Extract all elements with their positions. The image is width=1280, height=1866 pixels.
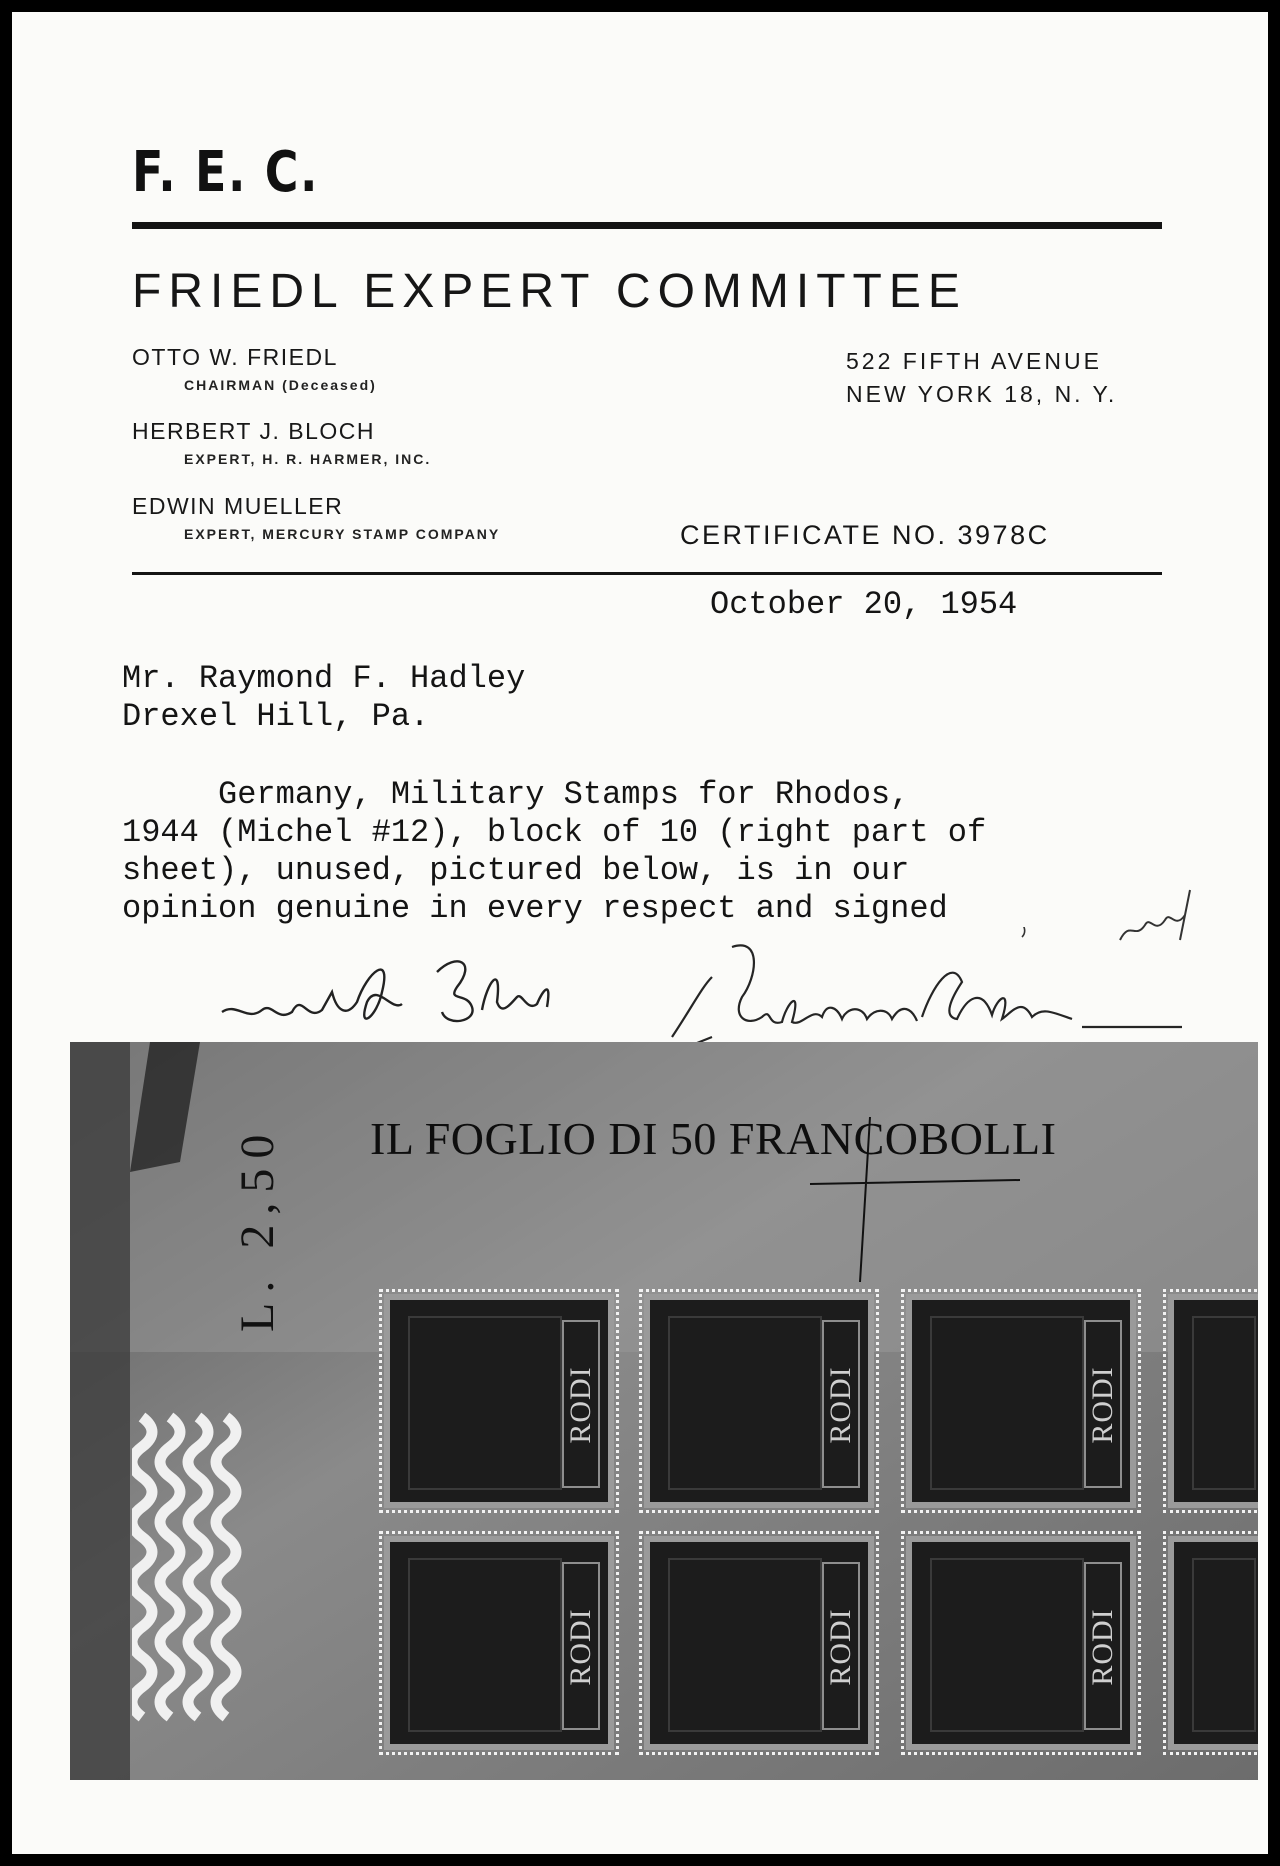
recipient-name: Mr. Raymond F. Hadley (122, 660, 526, 697)
stamp-frame (408, 1558, 562, 1732)
margin-inscription: IL FOGLIO DI 50 FRANCOBOLLI (370, 1113, 1057, 1164)
member-role: EXPERT, H. R. HARMER, INC. (184, 451, 432, 467)
stamp-label: RODI (824, 1366, 857, 1444)
certificate-sheet (12, 12, 1268, 1854)
stamp-frame (408, 1316, 562, 1490)
stamp-frame (1192, 1558, 1256, 1732)
stamp (912, 1542, 1130, 1744)
committee-name: FRIEDL EXPERT COMMITTEE (132, 265, 967, 318)
signature-bloch (217, 932, 617, 1052)
stamp-label-panel (562, 1562, 600, 1730)
stamp-label-panel (822, 1562, 860, 1730)
certificate-number: CERTIFICATE NO. 3978C (680, 520, 1050, 550)
stamp-frame (1192, 1316, 1256, 1490)
sheet-value: L. 2,50 (231, 1124, 284, 1332)
fec-initials: F. E. C. (132, 140, 320, 205)
stamp-label-panel (1084, 1320, 1122, 1488)
address-block (846, 348, 1117, 408)
stamp (650, 1542, 868, 1744)
stamp-frame (930, 1558, 1084, 1732)
stamp (912, 1300, 1130, 1502)
body-line: sheet), unused, pictured below, is in our (122, 852, 910, 889)
member-2 (132, 418, 431, 467)
member-role: EXPERT, MERCURY STAMP COMPANY (184, 526, 501, 542)
stamp-label: RODI (1086, 1366, 1119, 1444)
stamp-label: RODI (564, 1366, 597, 1444)
stamp-frame (930, 1316, 1084, 1490)
stamp (390, 1300, 608, 1502)
member-name: OTTO W. FRIEDL (132, 344, 338, 370)
body-line: 1944 (Michel #12), block of 10 (right part of (122, 814, 987, 851)
certificate-date: October 20, 1954 (710, 586, 1018, 623)
margin-signature-mark (1110, 880, 1210, 960)
member-1 (132, 344, 377, 393)
address-line2: NEW YORK 18, N. Y. (846, 381, 1118, 407)
header-rule (132, 222, 1162, 229)
member-name: EDWIN MUELLER (132, 493, 344, 519)
member-name: HERBERT J. BLOCH (132, 418, 375, 444)
stamp-block-photo (70, 1042, 1258, 1792)
address-line1: 522 FIFTH AVENUE (846, 348, 1102, 374)
wavy-margin-pattern (132, 1407, 242, 1737)
stamp (390, 1542, 608, 1744)
stamp (650, 1300, 868, 1502)
stamp-frame (668, 1558, 822, 1732)
body-line: opinion genuine in every respect and signed (122, 890, 948, 927)
member-role: CHAIRMAN (Deceased) (184, 377, 377, 393)
footer-margin (12, 1780, 1268, 1854)
stamp-frame (668, 1316, 822, 1490)
stamp (1174, 1542, 1258, 1744)
header-bottom-rule (132, 572, 1162, 575)
stamp-label-panel (1084, 1562, 1122, 1730)
stamp (1174, 1300, 1258, 1502)
body-line: Germany, Military Stamps for Rhodos, (122, 776, 910, 813)
recipient-location: Drexel Hill, Pa. (122, 698, 430, 735)
stamp-label: RODI (1086, 1608, 1119, 1686)
stamp-label-panel (562, 1320, 600, 1488)
stamp-label-panel (822, 1320, 860, 1488)
member-3 (132, 493, 500, 542)
stamp-label: RODI (564, 1608, 597, 1686)
stamp-label: RODI (824, 1608, 857, 1686)
